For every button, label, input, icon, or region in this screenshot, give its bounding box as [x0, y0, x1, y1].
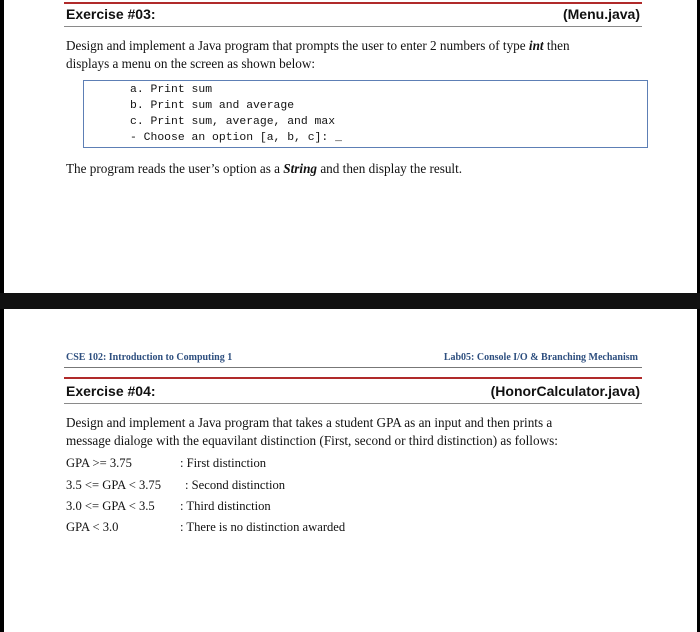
gpa-rule-condition: GPA < 3.0	[66, 520, 119, 534]
exercise3-intro	[66, 37, 641, 73]
gpa-rule-condition: 3.5 <= GPA < 3.75	[66, 478, 162, 492]
gpa-rule-result: : There is no distinction awarded	[180, 520, 346, 534]
page-divider	[0, 293, 700, 309]
console-line: a. Print sum	[130, 84, 213, 96]
exercise3-intro-line1: Design and implement a Java program that prompts the user to enter 2 numbers of type int then	[66, 38, 570, 53]
exercise4-desc-line1: Design and implement a Java program that takes a student GPA as an input and then prints a	[66, 415, 553, 430]
page-top	[0, 0, 700, 293]
course-rule	[64, 367, 642, 368]
exercise4-top-rule	[64, 377, 642, 379]
page-edge-left	[0, 309, 4, 632]
exercise3-intro-line2: displays a menu on the screen as shown below:	[66, 56, 316, 71]
page-edge-left	[0, 0, 4, 293]
exercise4-desc-line2: message dialoge with the equavilant distinction (First, second or third distinction) as follows:	[66, 433, 558, 448]
type-string: String	[283, 161, 318, 176]
exercise3-title: Exercise #03:	[66, 6, 156, 22]
exercise4-bottom-rule	[64, 403, 642, 404]
gpa-rule-condition: GPA >= 3.75	[66, 456, 132, 470]
console-output-box	[83, 80, 648, 148]
exercise3-bottom-rule	[64, 26, 642, 27]
exercise4-file: (HonorCalculator.java)	[490, 383, 640, 399]
exercise3-header	[64, 6, 642, 24]
exercise3-outro: The program reads the user’s option as a String and then display the result.	[66, 161, 463, 176]
gpa-rule-condition: 3.0 <= GPA < 3.5	[66, 499, 155, 513]
course-title: CSE 102: Introduction to Computing 1	[66, 352, 233, 363]
gpa-rule-result: : Second distinction	[185, 478, 286, 492]
gpa-rule-result: : Third distinction	[180, 499, 271, 513]
exercise3-file: (Menu.java)	[562, 6, 640, 22]
console-line: - Choose an option [a, b, c]: _	[130, 132, 342, 144]
exercise4-header	[64, 383, 642, 401]
exercise3-top-rule	[64, 2, 642, 4]
exercise4-title: Exercise #04:	[66, 383, 156, 399]
gpa-rule-result: : First distinction	[180, 456, 267, 470]
exercise4-description	[66, 414, 641, 450]
type-int: int	[528, 38, 544, 53]
console-line: b. Print sum and average	[130, 100, 295, 112]
lab-title: Lab05: Console I/O & Branching Mechanism	[443, 352, 638, 363]
console-line: c. Print sum, average, and max	[130, 116, 336, 128]
